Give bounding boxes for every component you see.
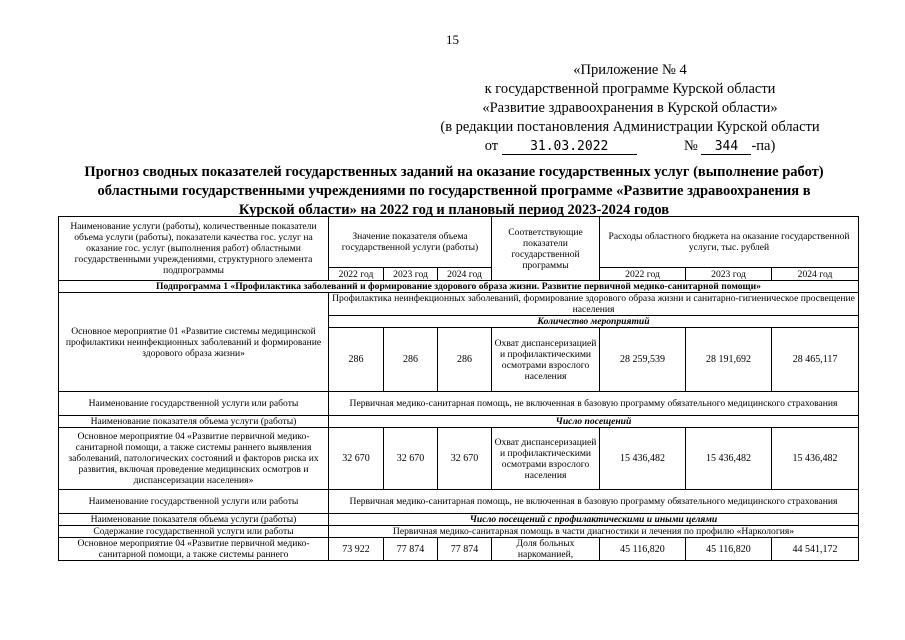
annex-header [430, 61, 830, 156]
header-year-2024: 2024 год [438, 268, 492, 281]
header-budget-expenses: Расходы областного бюджета на оказание государственной услуги, тыс. рублей [600, 217, 859, 268]
resolution-date: 31.03.2022 [502, 139, 637, 155]
block3-expense-2024: 44 541,172 [772, 538, 859, 561]
title-line-3: Курской области» на 2022 год и плановый период 2023-2024 годов [238, 202, 670, 218]
indicator-name-label-2: Наименование показателя объема услуги (работы) [59, 514, 329, 526]
activity-04: Основное мероприятие 04 «Развитие первичной медико-санитарной помощи, а также системы раннего выявления заболеваний, патологических состояний и факторов риска их развития, включая проведение медицинских осмотров и диспансеризации населения» [59, 428, 329, 490]
service-name-label-2: Наименование государственной услуги или работы [59, 490, 329, 514]
block1-volume-2022: 286 [329, 328, 384, 392]
block1-program-indicator: Охват диспансеризацией и профилактическими осмотрами взрослого населения [492, 328, 600, 392]
block2-volume-2024: 32 670 [438, 428, 492, 490]
block2-volume-2022: 32 670 [329, 428, 384, 490]
annex-line-4: (в редакции постановления Администрации Курской области [440, 119, 820, 135]
block1-indicator: Количество мероприятий [329, 316, 859, 328]
block2-expense-2024: 15 436,482 [772, 428, 859, 490]
header-expense-year-2022: 2022 год [600, 268, 686, 281]
title-line-1: Прогноз сводных показателей государственных заданий на оказание государственных услуг (выполнение работ) [84, 164, 824, 180]
annex-date-line [430, 137, 830, 156]
block3-volume-2022: 73 922 [329, 538, 384, 561]
document-title [40, 163, 868, 220]
number-label: № [683, 138, 698, 154]
block2-expense-2022: 15 436,482 [600, 428, 686, 490]
block2-program-indicator: Охват диспансеризацией и профилактическими осмотрами взрослого населения [492, 428, 600, 490]
block1-service-text: Профилактика неинфекционных заболеваний, формирование здорового образа жизни и санитарно-гигиеническое просвещение населения [329, 293, 859, 316]
activity-04-b: Основное мероприятие 04 «Развитие первичной медико-санитарной помощи, а также системы раннего [59, 538, 329, 561]
header-volume-value: Значение показателя объема государственной услуги (работы) [329, 217, 492, 268]
annex-line-2: к государственной программе Курской области [484, 81, 776, 97]
block1-expense-2022: 28 259,539 [600, 328, 686, 392]
title-line-2: областными государственными учреждениями по государственной программе «Развитие здравоохранения в [97, 183, 811, 199]
header-year-2023: 2023 год [384, 268, 438, 281]
service-content-value: Первичная медико-санитарная помощь в части диагностики и лечения по профилю «Наркология» [329, 526, 859, 538]
page-number: 15 [446, 32, 459, 47]
block3-expense-2022: 45 116,820 [600, 538, 686, 561]
block1-volume-2024: 286 [438, 328, 492, 392]
subprogram-1-row: Подпрограмма 1 «Профилактика заболеваний и формирование здорового образа жизни. Развитие первичной медико-санитарной помощи» [59, 281, 859, 293]
block3-volume-2023: 77 874 [384, 538, 438, 561]
block1-expense-2024: 28 465,117 [772, 328, 859, 392]
from-label: от [484, 138, 499, 154]
indicators-table [58, 216, 859, 561]
block1-expense-2023: 28 191,692 [686, 328, 772, 392]
header-program-indicators: Соответствующие показатели государственной программы [492, 217, 600, 281]
service-name-value: Первичная медико-санитарная помощь, не включенная в базовую программу обязательного медицинского страхования [329, 392, 859, 416]
block3-expense-2023: 45 116,820 [686, 538, 772, 561]
header-expense-year-2023: 2023 год [686, 268, 772, 281]
number-suffix: -па) [751, 138, 776, 154]
activity-01: Основное мероприятие 01 «Развитие системы медицинской профилактики неинфекционных заболеваний и формирование здорового образа жизни» [59, 293, 329, 392]
service-content-label: Содержание государственной услуги или работы [59, 526, 329, 538]
block3-program-indicator: Доля больных наркоманией, [492, 538, 600, 561]
indicator-name-label: Наименование показателя объема услуги (работы) [59, 416, 329, 428]
header-service-name: Наименование услуги (работы), количественные показатели объема услуги (работы), показатели качества гос. услуг на оказание гос. услуг (выполнения работ) областными государственными учреждениями, структурного элемента подпрограммы [59, 217, 329, 281]
header-year-2022: 2022 год [329, 268, 384, 281]
service-name-value-2: Первичная медико-санитарная помощь, не включенная в базовую программу обязательного медицинского страхования [329, 490, 859, 514]
indicator-name-value-2: Число посещений с профилактическими и иными целями [329, 514, 859, 526]
annex-line-1: «Приложение № 4 [573, 62, 687, 78]
block3-volume-2024: 77 874 [438, 538, 492, 561]
resolution-number: 344 [701, 139, 751, 155]
service-name-label: Наименование государственной услуги или работы [59, 392, 329, 416]
indicator-name-value: Число посещений [329, 416, 859, 428]
annex-line-3: «Развитие здравоохранения в Курской области» [482, 100, 778, 116]
block2-expense-2023: 15 436,482 [686, 428, 772, 490]
block1-volume-2023: 286 [384, 328, 438, 392]
block2-volume-2023: 32 670 [384, 428, 438, 490]
header-expense-year-2024: 2024 год [772, 268, 859, 281]
